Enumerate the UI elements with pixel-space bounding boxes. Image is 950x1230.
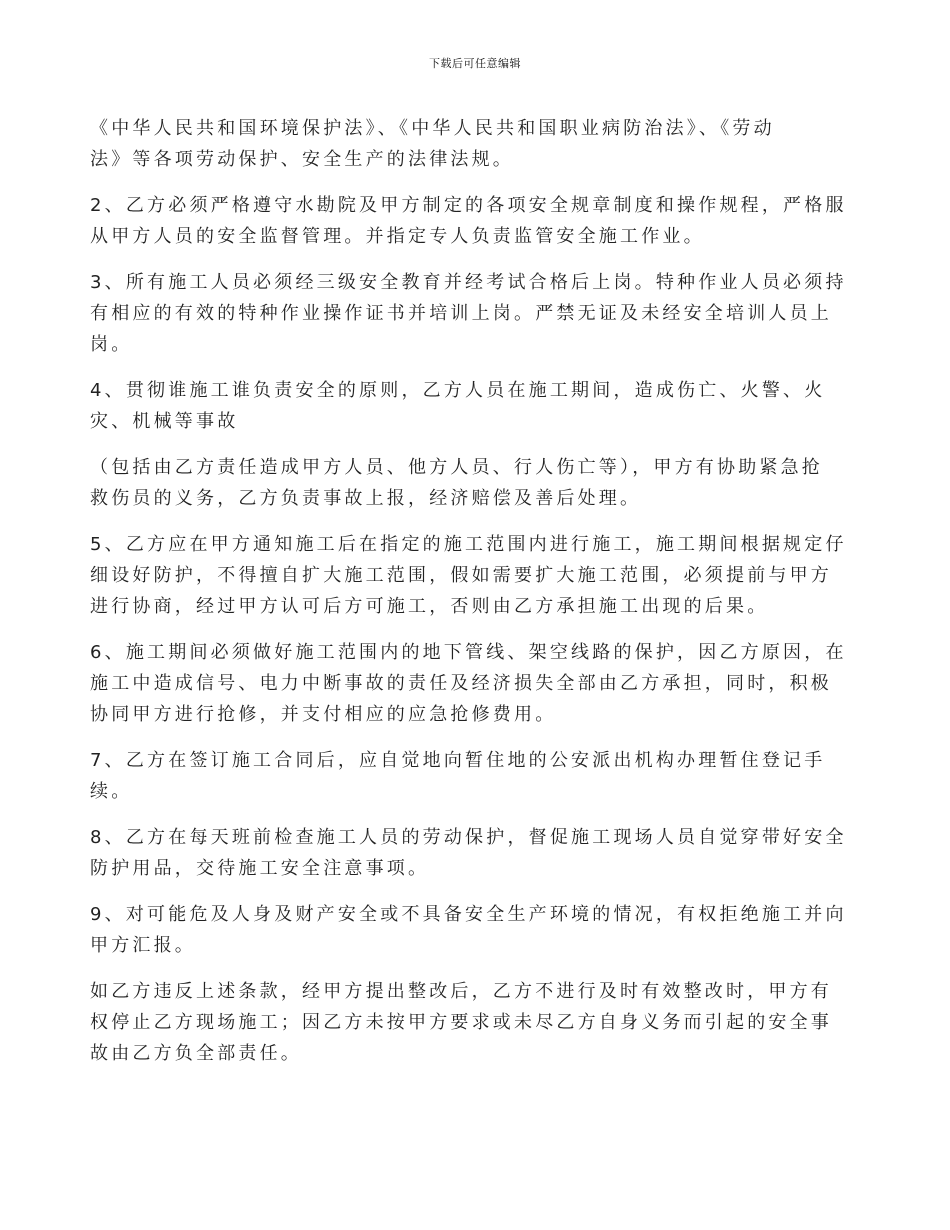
page-header-note: 下载后可任意编辑 (429, 57, 521, 70)
paragraph-clause-6: 6、施工期间必须做好施工范围内的地下管线、架空线路的保护，因乙方原因，在 施工中造成信号、电力中断事故的责任及经济损失全部由乙方承担，同时，积极 协同甲方进行抢修，并支付相应的应急抢修费用。 (90, 642, 847, 725)
paragraph-clause-8: 8、乙方在每天班前检查施工人员的劳动保护，督促施工现场人员自觉穿带好安全 防护用品，交待施工安全注意事项。 (90, 827, 847, 879)
paragraph-clause-7: 7、乙方在签订施工合同后，应自觉地向暂住地的公安派出机构办理暂住登记手 续。 (90, 750, 826, 802)
paragraph-clause-4-continued: （包括由乙方责任造成甲方人员、他方人员、行人伤亡等），甲方有协助紧急抢 救伤员的义务，乙方负责事故上报，经济赔偿及善后处理。 (90, 457, 823, 509)
paragraph-clause-9: 9、对可能危及人身及财产安全或不具备安全生产环境的情况，有权拒绝施工并向 甲方汇报。 (90, 904, 847, 956)
paragraph-clause-3: 3、所有施工人员必须经三级安全教育并经考试合格后上岗。特种作业人员必须持 有相应的有效的特种作业操作证书并培训上岗。严禁无证及未经安全培训人员上 岗。 (90, 272, 847, 355)
paragraph-laws: 《中华人民共和国环境保护法》、《中华人民共和国职业病防治法》、《劳动 法》等各项劳动保护、安全生产的法律法规。 (90, 118, 775, 170)
paragraph-clause-4: 4、贯彻谁施工谁负责安全的原则，乙方人员在施工期间，造成伤亡、火警、火 灾、机械等事故 (90, 380, 826, 432)
paragraph-clause-2: 2、乙方必须严格遵守水勘院及甲方制定的各项安全规章制度和操作规程，严格服 从甲方人员的安全监督管理。并指定专人负责监管安全施工作业。 (90, 195, 847, 247)
document-body (90, 113, 860, 1084)
paragraph-clause-5: 5、乙方应在甲方通知施工后在指定的施工范围内进行施工，施工期间根据规定仔 细设好防护，不得擅自扩大施工范围，假如需要扩大施工范围，必须提前与甲方 进行协商，经过甲方认可后方可施工，否则由乙方承担施工出现的后果。 (90, 534, 847, 617)
paragraph-penalty: 如乙方违反上述条款，经甲方提出整改后，乙方不进行及时有效整改时，甲方有 权停止乙方现场施工；因乙方未按甲方要求或未尽乙方自身义务而引起的安全事 故由乙方负全部责任。 (90, 981, 832, 1064)
